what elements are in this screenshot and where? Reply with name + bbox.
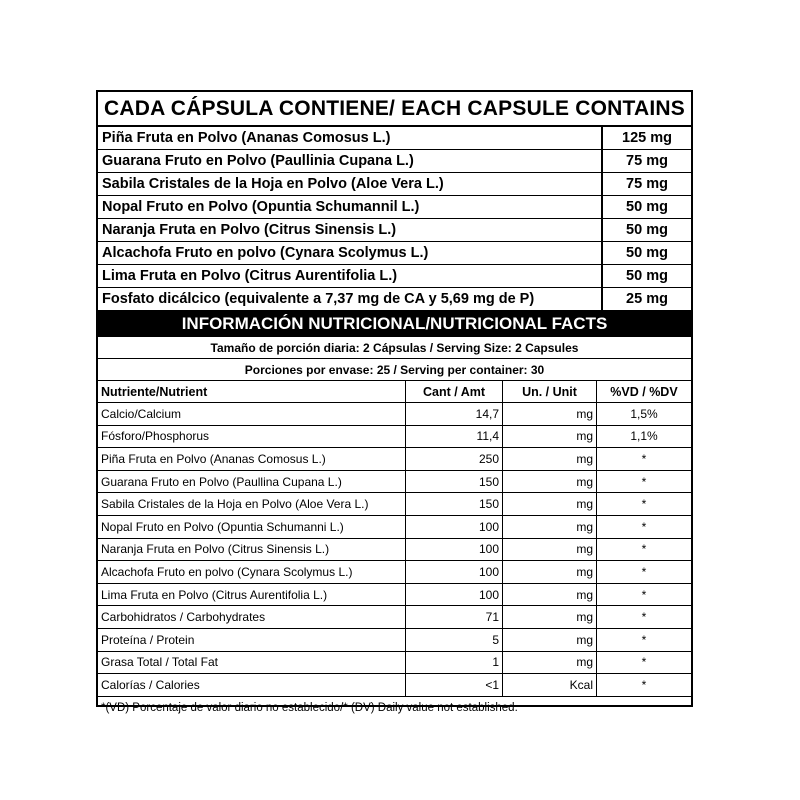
table-row	[98, 538, 691, 561]
nutrient-name: Naranja Fruta en Polvo (Citrus Sinensis L.)	[98, 538, 406, 561]
table-row	[98, 150, 691, 173]
table-row	[98, 515, 691, 538]
header-unit: Un. / Unit	[503, 381, 597, 403]
ingredient-amount: 75 mg	[602, 173, 691, 196]
table-row	[98, 470, 691, 493]
nutrient-name: Proteína / Protein	[98, 628, 406, 651]
capsule-ingredients-table	[98, 127, 691, 310]
ingredient-name: Nopal Fruto en Polvo (Opuntia Schumannil L.)	[98, 196, 602, 219]
nutrition-facts-table	[98, 381, 691, 697]
nutrient-amount: 71	[406, 606, 503, 629]
nutrient-dv: *	[597, 538, 692, 561]
table-row	[98, 583, 691, 606]
header-amount: Cant / Amt	[406, 381, 503, 403]
nutrient-unit: mg	[503, 493, 597, 516]
table-row	[98, 403, 691, 426]
ingredient-name: Guarana Fruto en Polvo (Paullinia Cupana L.)	[98, 150, 602, 173]
nutrient-name: Carbohidratos / Carbohydrates	[98, 606, 406, 629]
ingredient-amount: 125 mg	[602, 127, 691, 150]
table-row	[98, 606, 691, 629]
nutrient-unit: mg	[503, 628, 597, 651]
nutrient-amount: 1	[406, 651, 503, 674]
table-row	[98, 628, 691, 651]
nutrient-name: Nopal Fruto en Polvo (Opuntia Schumanni L.)	[98, 515, 406, 538]
table-row	[98, 242, 691, 265]
nutrient-name: Fósforo/Phosphorus	[98, 425, 406, 448]
nutrient-name: Calcio/Calcium	[98, 403, 406, 426]
nutrient-dv: *	[597, 628, 692, 651]
nutrient-dv: 1,5%	[597, 403, 692, 426]
servings-per-container: Porciones por envase: 25 / Serving per container: 30	[98, 359, 691, 381]
nutrient-unit: mg	[503, 561, 597, 584]
nutrient-amount: 100	[406, 561, 503, 584]
header-nutrient: Nutriente/Nutrient	[98, 381, 406, 403]
nutrient-dv: *	[597, 561, 692, 584]
ingredient-amount: 50 mg	[602, 196, 691, 219]
nutrient-dv: *	[597, 515, 692, 538]
nutrient-unit: mg	[503, 470, 597, 493]
nutrient-unit: mg	[503, 606, 597, 629]
ingredient-name: Piña Fruta en Polvo (Ananas Comosus L.)	[98, 127, 602, 150]
nutrient-dv: 1,1%	[597, 425, 692, 448]
table-row	[98, 173, 691, 196]
table-row	[98, 425, 691, 448]
nutrient-amount: 150	[406, 470, 503, 493]
serving-size: Tamaño de porción diaria: 2 Cápsulas / Serving Size: 2 Capsules	[98, 337, 691, 359]
table-row	[98, 288, 691, 311]
nutrient-name: Guarana Fruto en Polvo (Paullina Cupana L.)	[98, 470, 406, 493]
ingredient-amount: 50 mg	[602, 242, 691, 265]
nutrient-dv: *	[597, 493, 692, 516]
nutrient-unit: mg	[503, 583, 597, 606]
nutrient-name: Piña Fruta en Polvo (Ananas Comosus L.)	[98, 448, 406, 471]
nutrient-name: Alcachofa Fruto en polvo (Cynara Scolymus L.)	[98, 561, 406, 584]
nutrient-dv: *	[597, 470, 692, 493]
table-row	[98, 651, 691, 674]
ingredient-name: Naranja Fruta en Polvo (Citrus Sinensis L.)	[98, 219, 602, 242]
nutrient-unit: mg	[503, 448, 597, 471]
ingredient-name: Sabila Cristales de la Hoja en Polvo (Aloe Vera L.)	[98, 173, 602, 196]
nutrient-name: Sabila Cristales de la Hoja en Polvo (Aloe Vera L.)	[98, 493, 406, 516]
table-row	[98, 196, 691, 219]
nutrient-dv: *	[597, 651, 692, 674]
nutrient-amount: 100	[406, 583, 503, 606]
ingredient-amount: 25 mg	[602, 288, 691, 311]
ingredient-name: Lima Fruta en Polvo (Citrus Aurentifolia L.)	[98, 265, 602, 288]
nutrient-unit: mg	[503, 651, 597, 674]
nutrient-unit: mg	[503, 538, 597, 561]
nutrient-dv: *	[597, 448, 692, 471]
nutrient-unit: mg	[503, 515, 597, 538]
table-row	[98, 448, 691, 471]
ingredient-amount: 50 mg	[602, 265, 691, 288]
ingredient-amount: 50 mg	[602, 219, 691, 242]
nutrient-amount: 11,4	[406, 425, 503, 448]
supplement-facts-panel	[96, 90, 693, 714]
nutrient-amount: 150	[406, 493, 503, 516]
nutrient-unit: Kcal	[503, 674, 597, 697]
table-row	[98, 561, 691, 584]
capsule-contents-title: CADA CÁPSULA CONTIENE/ EACH CAPSULE CONTAINS	[98, 92, 691, 127]
nutrient-dv: *	[597, 606, 692, 629]
nutrient-amount: 14,7	[406, 403, 503, 426]
nutrient-name: Lima Fruta en Polvo (Citrus Aurentifolia L.)	[98, 583, 406, 606]
nutrient-name: Grasa Total / Total Fat	[98, 651, 406, 674]
table-row	[98, 265, 691, 288]
nutrition-facts-title: INFORMACIÓN NUTRICIONAL/NUTRICIONAL FACTS	[98, 310, 691, 337]
table-header-row	[98, 381, 691, 403]
nutrient-amount: <1	[406, 674, 503, 697]
table-row	[98, 127, 691, 150]
nutrient-amount: 250	[406, 448, 503, 471]
nutrient-amount: 100	[406, 515, 503, 538]
nutrient-unit: mg	[503, 403, 597, 426]
header-dv: %VD / %DV	[597, 381, 692, 403]
nutrient-dv: *	[597, 583, 692, 606]
nutrient-amount: 5	[406, 628, 503, 651]
table-row	[98, 219, 691, 242]
nutrient-unit: mg	[503, 425, 597, 448]
table-row	[98, 493, 691, 516]
table-row	[98, 674, 691, 697]
nutrient-dv: *	[597, 674, 692, 697]
footnote: *(VD) Porcentaje de valor diario no establecido/* (DV) Daily value not established.	[101, 701, 518, 714]
ingredient-amount: 75 mg	[602, 150, 691, 173]
nutrient-name: Calorías / Calories	[98, 674, 406, 697]
ingredient-name: Alcachofa Fruto en polvo (Cynara Scolymus L.)	[98, 242, 602, 265]
nutrient-amount: 100	[406, 538, 503, 561]
ingredient-name: Fosfato dicálcico (equivalente a 7,37 mg de CA y 5,69 mg de P)	[102, 291, 535, 307]
